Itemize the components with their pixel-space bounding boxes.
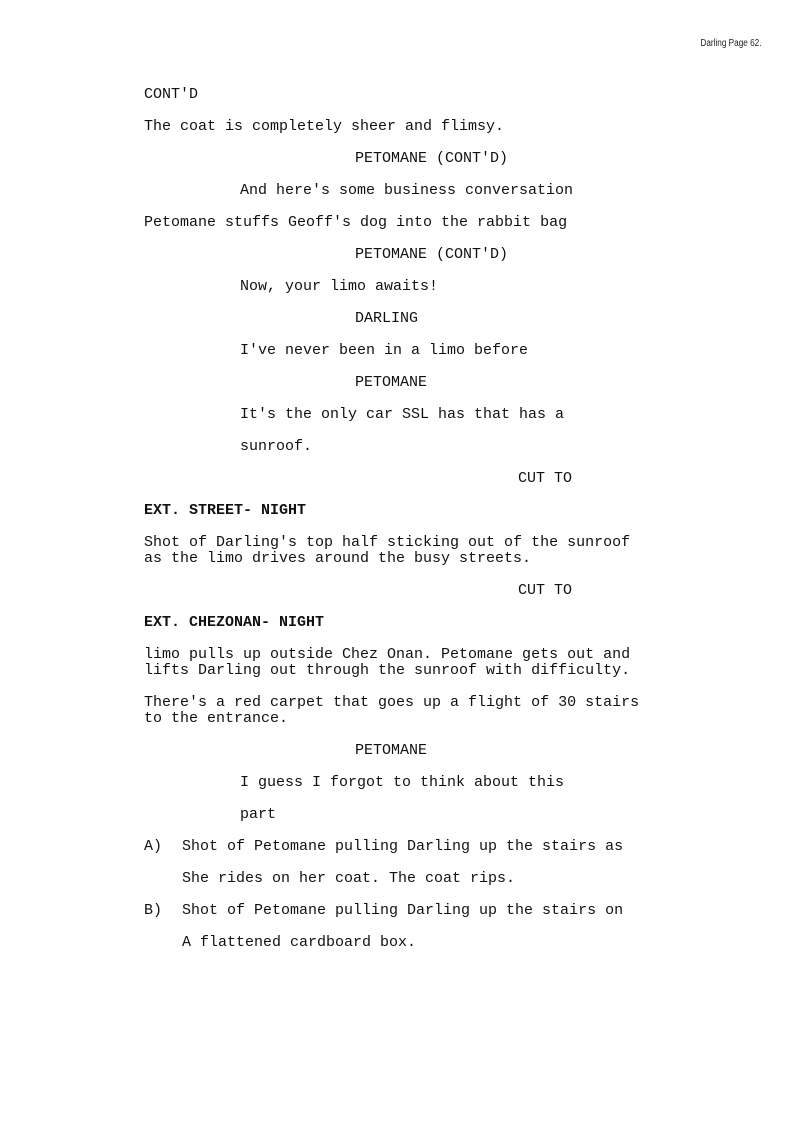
character-name: DARLING	[355, 310, 419, 327]
transition: CUT TO	[518, 470, 573, 487]
dialogue-line: sunroof.	[240, 438, 313, 455]
action-line: The coat is completely sheer and flimsy.	[144, 118, 505, 135]
dialogue-line: It's the only car SSL has that has a	[240, 406, 565, 423]
option-label-a: A)	[144, 838, 163, 855]
character-name: PETOMANE (CONT'D)	[355, 246, 509, 263]
dialogue-line: And here's some business conversation	[240, 182, 574, 199]
dialogue-line: I guess I forgot to think about this	[240, 774, 565, 791]
action-line: as the limo drives around the busy streets.	[144, 550, 532, 567]
action-line: Petomane stuffs Geoff's dog into the rabbit bag	[144, 214, 568, 231]
dialogue-line: part	[240, 806, 277, 823]
option-label-b: B)	[144, 902, 163, 919]
action-line: to the entrance.	[144, 710, 289, 727]
character-name: PETOMANE	[355, 374, 428, 391]
option-line: A flattened cardboard box.	[182, 934, 417, 951]
character-name: PETOMANE	[355, 742, 428, 759]
scene-heading: EXT. CHEZONAN- NIGHT	[144, 614, 325, 631]
transition: CUT TO	[518, 582, 573, 599]
action-line: Shot of Darling's top half sticking out of the sunroof	[144, 534, 631, 551]
character-name: PETOMANE (CONT'D)	[355, 150, 509, 167]
action-line: limo pulls up outside Chez Onan. Petomane gets out and	[144, 646, 631, 663]
option-line: She rides on her coat. The coat rips.	[182, 870, 516, 887]
scene-heading: EXT. STREET- NIGHT	[144, 502, 307, 519]
contd-marker: CONT'D	[144, 86, 199, 103]
action-line: lifts Darling out through the sunroof with difficulty.	[144, 662, 631, 679]
option-line: Shot of Petomane pulling Darling up the stairs as	[182, 838, 624, 855]
dialogue-line: I've never been in a limo before	[240, 342, 529, 359]
action-line: There's a red carpet that goes up a flight of 30 stairs	[144, 694, 640, 711]
page-header: Darling Page 62.	[699, 38, 761, 49]
option-line: Shot of Petomane pulling Darling up the stairs on	[182, 902, 624, 919]
dialogue-line: Now, your limo awaits!	[240, 278, 439, 295]
